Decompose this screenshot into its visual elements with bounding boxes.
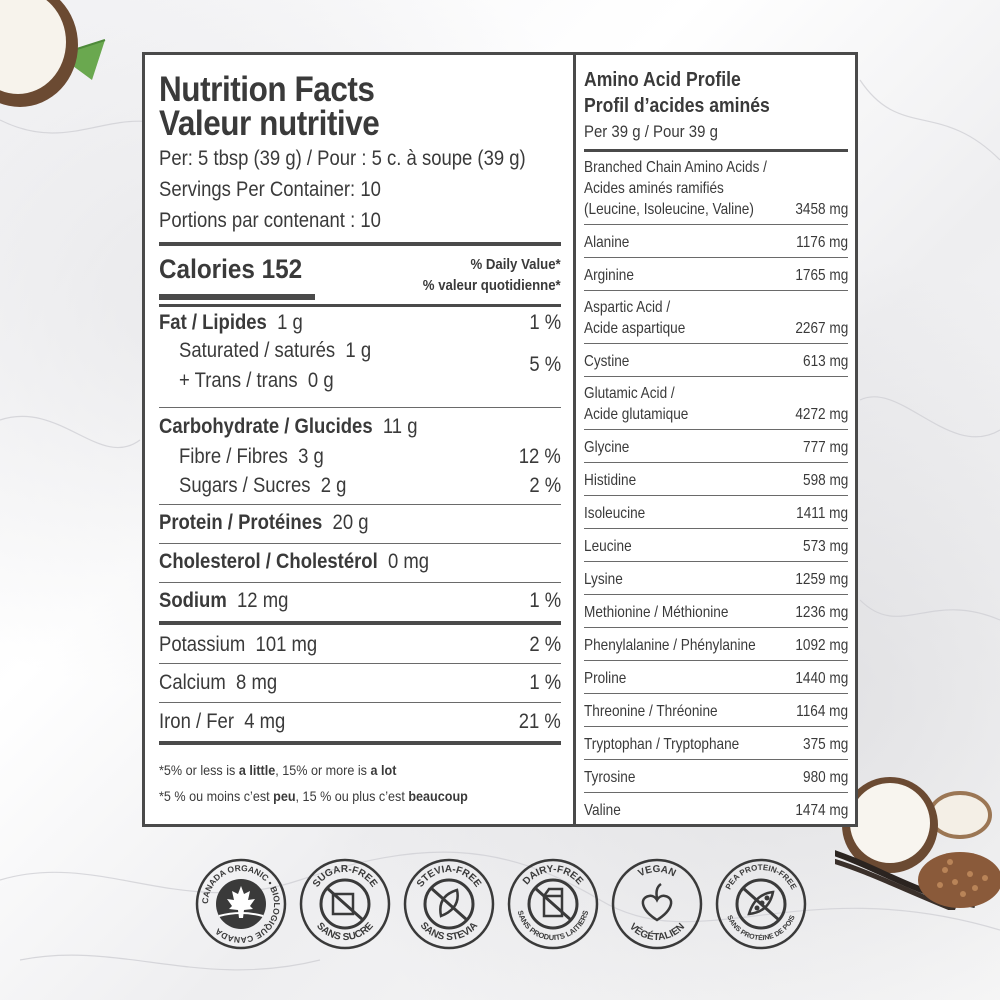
- iron-amount: 4 mg: [244, 710, 286, 733]
- vegan-badge: [611, 858, 703, 950]
- amino-row: [584, 693, 848, 726]
- pea-protein-free-badge: [715, 858, 807, 950]
- fibre-dv: 12 %: [518, 445, 561, 468]
- amino-value: 1440 mg: [795, 670, 848, 687]
- stevia-leaf-icon: [403, 858, 495, 950]
- amino-value: 1092 mg: [795, 637, 848, 654]
- amino-row: [584, 594, 848, 627]
- trans-label: + Trans / trans: [179, 369, 298, 392]
- servings-en: Servings Per Container: 10: [159, 178, 381, 201]
- amino-per: Per 39 g / Pour 39 g: [584, 122, 718, 141]
- sugars-amount: 2 g: [320, 474, 347, 497]
- iron-row: [159, 703, 561, 741]
- sodium-label: Sodium: [159, 589, 227, 612]
- nutrition-panel: [142, 52, 858, 827]
- potassium-row: [159, 625, 561, 663]
- svg-text:CANADA ORGANIC • BIOLOGIQUE CA: CANADA ORGANIC • BIOLOGIQUE CANADA: [199, 862, 283, 946]
- amino-name: Valine: [584, 802, 621, 819]
- vegan-heart-icon: [611, 858, 703, 950]
- servings-fr: Portions par contenant : 10: [159, 209, 381, 232]
- amino-title-en: Amino Acid Profile: [584, 69, 741, 91]
- fat-label: Fat / Lipides: [159, 311, 267, 334]
- cholesterol-amount: 0 mg: [387, 550, 430, 573]
- amino-row: Arginine 1765 mg: [584, 257, 848, 290]
- svg-text:DAIRY-FREE: DAIRY-FREE: [521, 863, 585, 888]
- nutrition-facts-table: [159, 70, 561, 809]
- calories-row: [159, 252, 561, 304]
- sodium-row: [159, 583, 561, 621]
- coconut-vanilla-image: [835, 770, 1000, 910]
- amino-row: [584, 429, 848, 462]
- bcaa-row: Branched Chain Amino Acids / Acides aminés ramifiés (Leucine, Isoleucine, Valine) 3458 mg: [584, 159, 848, 218]
- svg-text:PEA PROTEIN-FREE: PEA PROTEIN-FREE: [723, 862, 799, 892]
- amino-row: [584, 660, 848, 693]
- sugars-label: Sugars / Sucres: [179, 474, 311, 497]
- dv-header-en: % Daily Value*: [470, 256, 561, 273]
- amino-value: 573 mg: [802, 538, 848, 555]
- amino-value: 980 mg: [802, 769, 848, 786]
- canada-organic-badge: [195, 858, 287, 950]
- svg-text:VÉGÉTALIEN: VÉGÉTALIEN: [627, 921, 687, 944]
- amino-row: [584, 627, 848, 660]
- amino-name: Tyrosine: [584, 769, 636, 786]
- dairy-free-badge: [507, 858, 599, 950]
- calcium-label: Calcium: [159, 671, 226, 694]
- calcium-row: [159, 664, 561, 702]
- amino-name: Leucine: [584, 538, 632, 555]
- trans-amount: 0 g: [307, 369, 334, 392]
- nutrition-title-en: Nutrition Facts: [159, 70, 375, 109]
- bcaa-value: 3458 mg: [795, 201, 848, 218]
- sugars-row: [159, 470, 561, 504]
- sodium-amount: 12 mg: [237, 589, 289, 612]
- amino-row: [584, 462, 848, 495]
- serving-size: Per: 5 tbsp (39 g) / Pour : 5 c. à soupe (39 g): [159, 147, 526, 170]
- calories: Calories 152: [159, 254, 303, 284]
- carb-label: Carbohydrate / Glucides: [159, 415, 373, 438]
- amino-value: 1236 mg: [795, 604, 848, 621]
- saturated-label: Saturated / saturés: [179, 339, 336, 362]
- svg-text:SUGAR-FREE: SUGAR-FREE: [310, 863, 380, 890]
- potassium-label: Potassium: [159, 633, 246, 656]
- pea-pod-icon: [715, 858, 807, 950]
- fibre-row: [159, 440, 561, 470]
- svg-text:SANS PROTÉINE DE POIS: SANS PROTÉINE DE POIS: [725, 914, 797, 943]
- dv-header-fr: % valeur quotidienne*: [423, 277, 561, 294]
- sugars-dv: 2 %: [529, 474, 561, 497]
- calcium-dv: 1 %: [529, 671, 561, 694]
- amino-name: Methionine / Méthionine: [584, 604, 729, 621]
- protein-row: [159, 505, 561, 543]
- amino-row: [584, 528, 848, 561]
- aspartic-row: Aspartic Acid / Acide aspartique 2267 mg: [584, 290, 848, 343]
- amino-name: Lysine: [584, 571, 623, 588]
- fat-dv: 1 %: [529, 311, 561, 334]
- trans-row: [159, 369, 561, 407]
- sugar-cube-icon: [299, 858, 391, 950]
- nutrition-title-fr: Valeur nutritive: [159, 104, 380, 143]
- cholesterol-row: [159, 544, 561, 582]
- potassium-amount: 101 mg: [255, 633, 318, 656]
- column-divider: [573, 55, 576, 824]
- fat-row: [159, 307, 561, 339]
- carbohydrate-row: [159, 408, 561, 440]
- calcium-amount: 8 mg: [236, 671, 278, 694]
- svg-text:SANS PRODUITS LAITIERS: SANS PRODUITS LAITIERS: [515, 909, 591, 943]
- saturated-amount: 1 g: [345, 339, 372, 362]
- coconut-image: [0, 0, 120, 120]
- certification-badges: [195, 858, 815, 958]
- sat-trans-dv: 5 %: [529, 353, 561, 376]
- amino-name: Tryptophan / Tryptophane: [584, 736, 740, 753]
- saturated-row: [159, 339, 561, 376]
- amino-value: 375 mg: [802, 736, 848, 753]
- amino-row: [584, 561, 848, 594]
- iron-label: Iron / Fer: [159, 710, 234, 733]
- svg-text:VEGAN: VEGAN: [636, 863, 678, 880]
- amino-row: Alanine 1176 mg: [584, 224, 848, 257]
- amino-row: [584, 792, 848, 825]
- glutamic-row: Glutamic Acid / Acide glutamique 4272 mg: [584, 376, 848, 429]
- protein-label: Protein / Protéines: [159, 511, 323, 534]
- amino-name: Glycine: [584, 439, 630, 456]
- amino-row: [584, 495, 848, 528]
- footnote-en: *5% or less is a little, 15% or more is a lot: [159, 762, 397, 778]
- amino-name: Threonine / Thréonine: [584, 703, 718, 720]
- amino-value: 1411 mg: [796, 505, 848, 522]
- svg-text:SANS SUCRE: SANS SUCRE: [314, 920, 376, 944]
- carb-amount: 11 g: [382, 415, 418, 438]
- amino-value: 1474 mg: [795, 802, 848, 819]
- amino-value: 1259 mg: [795, 571, 848, 588]
- amino-name: Proline: [584, 670, 627, 687]
- amino-row: [584, 726, 848, 759]
- potassium-dv: 2 %: [529, 633, 561, 656]
- cholesterol-label: Cholesterol / Cholestérol: [159, 550, 378, 573]
- fibre-amount: 3 g: [298, 445, 324, 468]
- footnote-fr: *5 % ou moins c’est peu, 15 % ou plus c’est beaucoup: [159, 788, 468, 804]
- amino-value: 777 mg: [802, 439, 848, 456]
- maple-leaf-icon: [195, 858, 287, 950]
- amino-name: Phenylalanine / Phénylanine: [584, 637, 756, 654]
- milk-carton-icon: [507, 858, 599, 950]
- svg-text:STEVIA-FREE: STEVIA-FREE: [414, 863, 484, 890]
- amino-name: Histidine: [584, 472, 637, 489]
- protein-amount: 20 g: [332, 511, 369, 534]
- sodium-dv: 1 %: [529, 589, 561, 612]
- amino-value: 598 mg: [802, 472, 848, 489]
- svg-text:SANS STEVIA: SANS STEVIA: [417, 920, 481, 944]
- amino-row: [584, 759, 848, 792]
- amino-name: Isoleucine: [584, 505, 646, 522]
- stevia-free-badge: [403, 858, 495, 950]
- amino-value: 1164 mg: [796, 703, 848, 720]
- sugar-free-badge: [299, 858, 391, 950]
- iron-dv: 21 %: [518, 710, 561, 733]
- amino-acid-table: [584, 67, 848, 825]
- fibre-label: Fibre / Fibres: [179, 445, 288, 468]
- amino-row: Cystine 613 mg: [584, 343, 848, 376]
- daily-value-header: [423, 254, 561, 296]
- amino-title-fr: Profil d’acides aminés: [584, 95, 770, 117]
- fat-amount: 1 g: [277, 311, 303, 334]
